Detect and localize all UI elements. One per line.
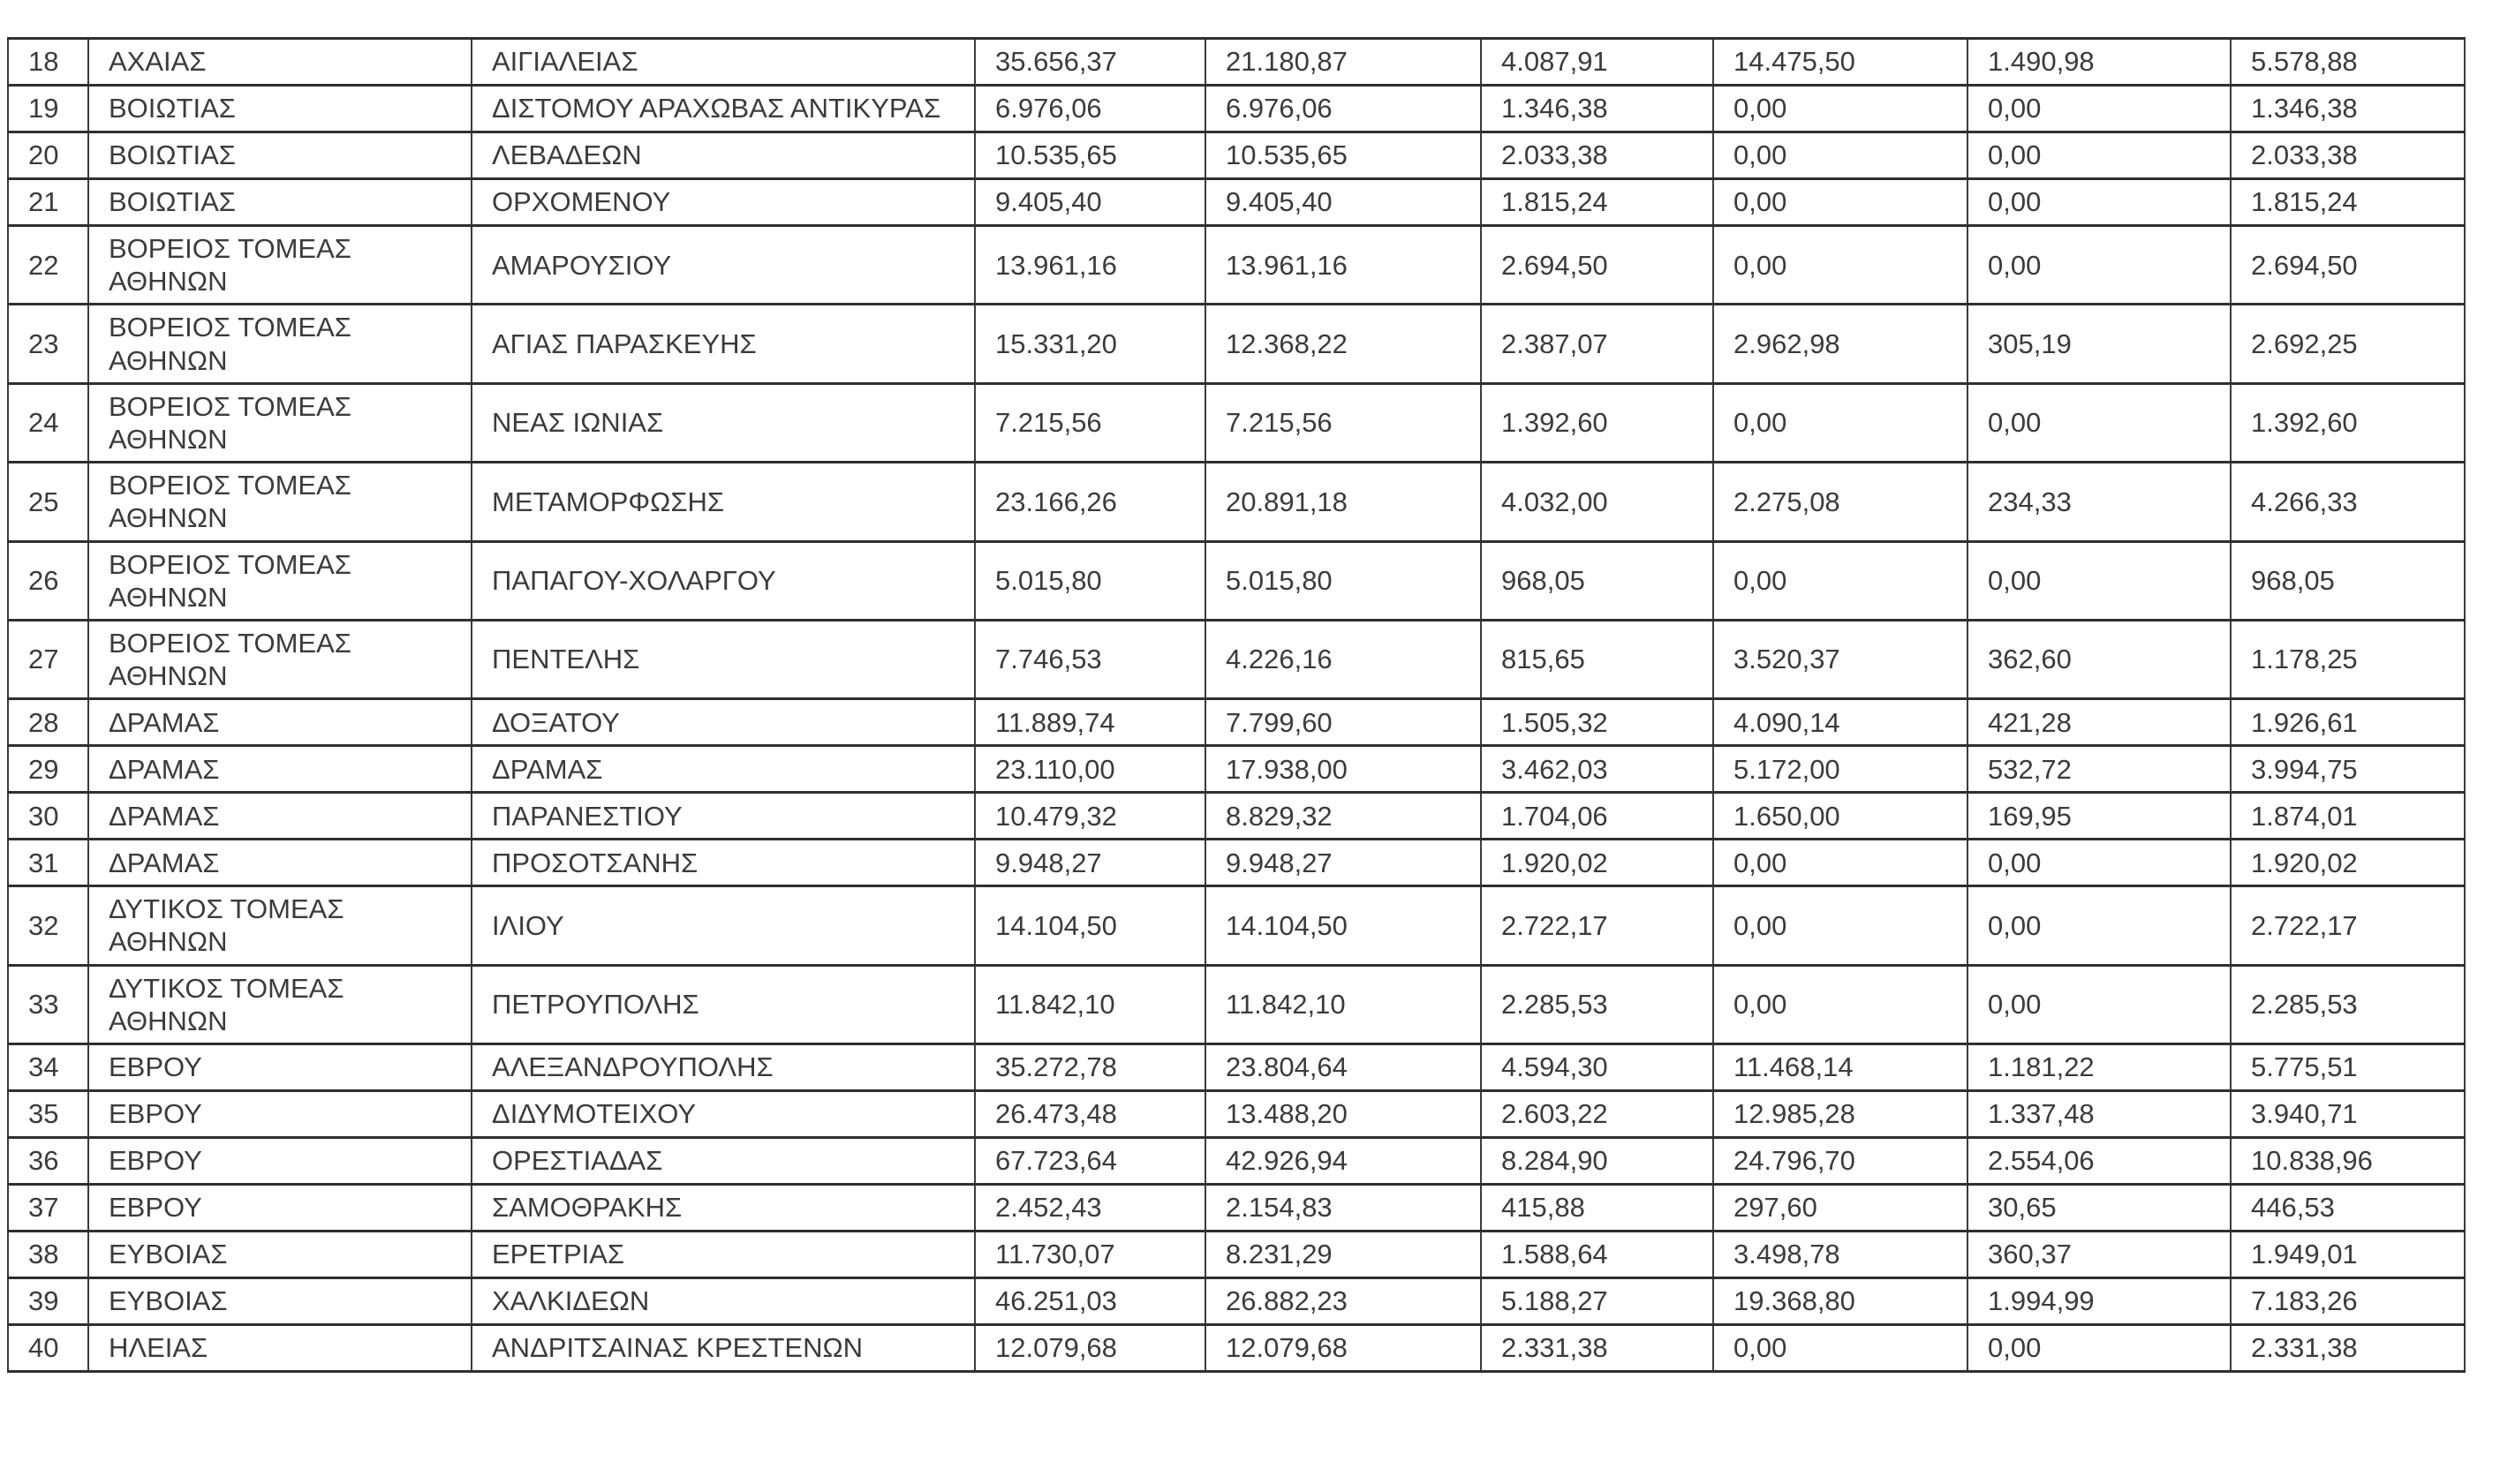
row-number-cell: 28 bbox=[8, 699, 88, 746]
amount-cell: 446,53 bbox=[2231, 1185, 2465, 1232]
amount-cell: 5.775,51 bbox=[2231, 1044, 2465, 1091]
amount-cell-highlighted: 17.938,00 bbox=[1205, 746, 1481, 793]
amount-cell-highlighted: 0,00 bbox=[1713, 965, 1967, 1043]
amount-cell: 2.331,38 bbox=[2231, 1325, 2465, 1372]
amount-cell-highlighted: 8.231,29 bbox=[1205, 1232, 1481, 1278]
amount-cell: 23.110,00 bbox=[975, 746, 1205, 793]
amount-cell: 0,00 bbox=[1967, 179, 2231, 226]
amount-cell-highlighted: 13.488,20 bbox=[1205, 1091, 1481, 1138]
amount-cell: 30,65 bbox=[1967, 1185, 2231, 1232]
amount-cell: 5.578,88 bbox=[2231, 39, 2465, 86]
table-row bbox=[8, 746, 2465, 793]
amount-cell: 0,00 bbox=[1967, 840, 2231, 886]
amount-cell: 1.926,61 bbox=[2231, 699, 2465, 746]
municipality-cell: ΔΡΑΜΑΣ bbox=[472, 746, 975, 793]
amount-cell: 7.215,56 bbox=[975, 383, 1205, 462]
amount-cell-highlighted: 0,00 bbox=[1713, 1325, 1967, 1372]
amount-cell: 11.842,10 bbox=[975, 965, 1205, 1043]
amount-cell-highlighted: 14.475,50 bbox=[1713, 39, 1967, 86]
table-row bbox=[8, 383, 2465, 462]
amount-cell: 0,00 bbox=[1967, 86, 2231, 132]
amount-cell-highlighted: 9.405,40 bbox=[1205, 179, 1481, 226]
amount-cell: 1.346,38 bbox=[1481, 86, 1713, 132]
amount-cell: 1.815,24 bbox=[1481, 179, 1713, 226]
amount-cell: 1.994,99 bbox=[1967, 1278, 2231, 1325]
regional-unit-cell: ΑΧΑΙΑΣ bbox=[88, 39, 472, 86]
amount-cell: 0,00 bbox=[1967, 886, 2231, 965]
amount-cell: 0,00 bbox=[1967, 132, 2231, 179]
amount-cell: 305,19 bbox=[1967, 305, 2231, 383]
amount-cell-highlighted: 9.948,27 bbox=[1205, 840, 1481, 886]
regional-unit-cell: ΒΟΡΕΙΟΣ ΤΟΜΕΑΣ ΑΘΗΝΩΝ bbox=[88, 463, 472, 541]
amount-cell: 1.949,01 bbox=[2231, 1232, 2465, 1278]
municipality-cell: ΔΙΔΥΜΟΤΕΙΧΟΥ bbox=[472, 1091, 975, 1138]
municipality-cell: ΙΛΙΟΥ bbox=[472, 886, 975, 965]
regional-unit-cell: ΔΡΑΜΑΣ bbox=[88, 840, 472, 886]
row-number-cell: 37 bbox=[8, 1185, 88, 1232]
municipality-cell: ΝΕΑΣ ΙΩΝΙΑΣ bbox=[472, 383, 975, 462]
amount-cell-highlighted: 10.535,65 bbox=[1205, 132, 1481, 179]
municipality-cell: ΛΕΒΑΔΕΩΝ bbox=[472, 132, 975, 179]
amount-cell: 15.331,20 bbox=[975, 305, 1205, 383]
amount-cell: 2.033,38 bbox=[2231, 132, 2465, 179]
row-number-cell: 27 bbox=[8, 620, 88, 698]
regional-unit-cell: ΕΒΡΟΥ bbox=[88, 1138, 472, 1185]
amount-cell: 7.183,26 bbox=[2231, 1278, 2465, 1325]
amount-cell: 421,28 bbox=[1967, 699, 2231, 746]
amount-cell: 1.505,32 bbox=[1481, 699, 1713, 746]
amount-cell-highlighted: 3.498,78 bbox=[1713, 1232, 1967, 1278]
amount-cell: 5.015,80 bbox=[975, 541, 1205, 620]
regional-unit-cell: ΒΟΡΕΙΟΣ ΤΟΜΕΑΣ ΑΘΗΝΩΝ bbox=[88, 620, 472, 698]
regional-unit-cell: ΔΡΑΜΑΣ bbox=[88, 746, 472, 793]
municipality-cell: ΟΡΧΟΜΕΝΟΥ bbox=[472, 179, 975, 226]
amount-cell: 968,05 bbox=[2231, 541, 2465, 620]
amount-cell-highlighted: 4.090,14 bbox=[1713, 699, 1967, 746]
amount-cell: 1.392,60 bbox=[1481, 383, 1713, 462]
amount-cell: 5.188,27 bbox=[1481, 1278, 1713, 1325]
municipality-cell: ΔΙΣΤΟΜΟΥ ΑΡΑΧΩΒΑΣ ΑΝΤΙΚΥΡΑΣ bbox=[472, 86, 975, 132]
table-row bbox=[8, 541, 2465, 620]
regional-unit-cell: ΒΟΙΩΤΙΑΣ bbox=[88, 132, 472, 179]
table-row bbox=[8, 1185, 2465, 1232]
amount-cell: 67.723,64 bbox=[975, 1138, 1205, 1185]
amount-cell: 2.554,06 bbox=[1967, 1138, 2231, 1185]
amount-cell: 2.694,50 bbox=[2231, 226, 2465, 305]
amount-cell: 415,88 bbox=[1481, 1185, 1713, 1232]
regional-unit-cell: ΔΥΤΙΚΟΣ ΤΟΜΕΑΣ ΑΘΗΝΩΝ bbox=[88, 886, 472, 965]
amount-cell: 1.490,98 bbox=[1967, 39, 2231, 86]
amount-cell: 35.272,78 bbox=[975, 1044, 1205, 1091]
amount-cell: 1.704,06 bbox=[1481, 793, 1713, 840]
table-row bbox=[8, 1138, 2465, 1185]
row-number-cell: 38 bbox=[8, 1232, 88, 1278]
amount-cell: 1.920,02 bbox=[1481, 840, 1713, 886]
amount-cell: 362,60 bbox=[1967, 620, 2231, 698]
amount-cell: 360,37 bbox=[1967, 1232, 2231, 1278]
amount-cell: 2.603,22 bbox=[1481, 1091, 1713, 1138]
amount-cell-highlighted: 23.804,64 bbox=[1205, 1044, 1481, 1091]
municipality-cell: ΕΡΕΤΡΙΑΣ bbox=[472, 1232, 975, 1278]
amount-cell: 1.588,64 bbox=[1481, 1232, 1713, 1278]
table-row bbox=[8, 179, 2465, 226]
amount-cell: 9.948,27 bbox=[975, 840, 1205, 886]
row-number-cell: 33 bbox=[8, 965, 88, 1043]
amount-cell: 2.033,38 bbox=[1481, 132, 1713, 179]
amount-cell: 1.874,01 bbox=[2231, 793, 2465, 840]
regional-unit-cell: ΕΒΡΟΥ bbox=[88, 1044, 472, 1091]
regional-unit-cell: ΕΥΒΟΙΑΣ bbox=[88, 1278, 472, 1325]
table-row bbox=[8, 965, 2465, 1043]
amount-cell: 3.462,03 bbox=[1481, 746, 1713, 793]
amount-cell: 2.722,17 bbox=[1481, 886, 1713, 965]
amount-cell-highlighted: 13.961,16 bbox=[1205, 226, 1481, 305]
table-row bbox=[8, 886, 2465, 965]
municipality-cell: ΑΓΙΑΣ ΠΑΡΑΣΚΕΥΗΣ bbox=[472, 305, 975, 383]
row-number-cell: 34 bbox=[8, 1044, 88, 1091]
amount-cell: 7.746,53 bbox=[975, 620, 1205, 698]
amount-cell-highlighted: 42.926,94 bbox=[1205, 1138, 1481, 1185]
amount-cell: 0,00 bbox=[1967, 965, 2231, 1043]
regional-unit-cell: ΒΟΡΕΙΟΣ ΤΟΜΕΑΣ ΑΘΗΝΩΝ bbox=[88, 226, 472, 305]
regional-unit-cell: ΒΟΡΕΙΟΣ ΤΟΜΕΑΣ ΑΘΗΝΩΝ bbox=[88, 383, 472, 462]
amount-cell: 10.479,32 bbox=[975, 793, 1205, 840]
row-number-cell: 31 bbox=[8, 840, 88, 886]
amount-cell-highlighted: 0,00 bbox=[1713, 541, 1967, 620]
amount-cell: 2.285,53 bbox=[1481, 965, 1713, 1043]
table-row bbox=[8, 1091, 2465, 1138]
amount-cell-highlighted: 1.650,00 bbox=[1713, 793, 1967, 840]
amount-cell-highlighted: 0,00 bbox=[1713, 840, 1967, 886]
amount-cell: 169,95 bbox=[1967, 793, 2231, 840]
amount-cell-highlighted: 12.368,22 bbox=[1205, 305, 1481, 383]
amount-cell: 0,00 bbox=[1967, 541, 2231, 620]
amount-cell-highlighted: 12.079,68 bbox=[1205, 1325, 1481, 1372]
municipality-cell: ΠΑΠΑΓΟΥ-ΧΟΛΑΡΓΟΥ bbox=[472, 541, 975, 620]
regional-unit-cell: ΒΟΡΕΙΟΣ ΤΟΜΕΑΣ ΑΘΗΝΩΝ bbox=[88, 305, 472, 383]
municipality-cell: ΠΕΤΡΟΥΠΟΛΗΣ bbox=[472, 965, 975, 1043]
amount-cell-highlighted: 12.985,28 bbox=[1713, 1091, 1967, 1138]
municipality-cell: ΑΛΕΞΑΝΔΡΟΥΠΟΛΗΣ bbox=[472, 1044, 975, 1091]
table-row bbox=[8, 132, 2465, 179]
amount-cell: 1.815,24 bbox=[2231, 179, 2465, 226]
amount-cell-highlighted: 0,00 bbox=[1713, 226, 1967, 305]
row-number-cell: 25 bbox=[8, 463, 88, 541]
municipality-cell: ΑΜΑΡΟΥΣΙΟΥ bbox=[472, 226, 975, 305]
row-number-cell: 22 bbox=[8, 226, 88, 305]
row-number-cell: 39 bbox=[8, 1278, 88, 1325]
municipality-cell: ΔΟΞΑΤΟΥ bbox=[472, 699, 975, 746]
amount-cell: 13.961,16 bbox=[975, 226, 1205, 305]
row-number-cell: 21 bbox=[8, 179, 88, 226]
amount-cell-highlighted: 14.104,50 bbox=[1205, 886, 1481, 965]
regional-unit-cell: ΔΥΤΙΚΟΣ ΤΟΜΕΑΣ ΑΘΗΝΩΝ bbox=[88, 965, 472, 1043]
municipality-cell: ΜΕΤΑΜΟΡΦΩΣΗΣ bbox=[472, 463, 975, 541]
amount-cell-highlighted: 26.882,23 bbox=[1205, 1278, 1481, 1325]
amount-cell: 2.722,17 bbox=[2231, 886, 2465, 965]
amount-cell: 14.104,50 bbox=[975, 886, 1205, 965]
table-row bbox=[8, 86, 2465, 132]
amount-cell: 11.730,07 bbox=[975, 1232, 1205, 1278]
regional-unit-cell: ΕΒΡΟΥ bbox=[88, 1091, 472, 1138]
amount-cell-highlighted: 8.829,32 bbox=[1205, 793, 1481, 840]
regional-unit-cell: ΔΡΑΜΑΣ bbox=[88, 793, 472, 840]
amount-cell: 2.285,53 bbox=[2231, 965, 2465, 1043]
table-row bbox=[8, 463, 2465, 541]
amount-cell-highlighted: 6.976,06 bbox=[1205, 86, 1481, 132]
amount-cell: 815,65 bbox=[1481, 620, 1713, 698]
regional-unit-cell: ΔΡΑΜΑΣ bbox=[88, 699, 472, 746]
amount-cell: 532,72 bbox=[1967, 746, 2231, 793]
amount-cell: 46.251,03 bbox=[975, 1278, 1205, 1325]
row-number-cell: 29 bbox=[8, 746, 88, 793]
amount-cell-highlighted: 0,00 bbox=[1713, 886, 1967, 965]
amount-cell: 35.656,37 bbox=[975, 39, 1205, 86]
amount-cell: 3.940,71 bbox=[2231, 1091, 2465, 1138]
amount-cell: 4.594,30 bbox=[1481, 1044, 1713, 1091]
amount-cell-highlighted: 297,60 bbox=[1713, 1185, 1967, 1232]
municipality-cell: ΑΙΓΙΑΛΕΙΑΣ bbox=[472, 39, 975, 86]
amount-cell: 1.392,60 bbox=[2231, 383, 2465, 462]
municipalities-financial-table bbox=[7, 37, 2466, 1373]
regional-unit-cell: ΗΛΕΙΑΣ bbox=[88, 1325, 472, 1372]
amount-cell-highlighted: 5.172,00 bbox=[1713, 746, 1967, 793]
row-number-cell: 40 bbox=[8, 1325, 88, 1372]
amount-cell-highlighted: 24.796,70 bbox=[1713, 1138, 1967, 1185]
amount-cell-highlighted: 4.226,16 bbox=[1205, 620, 1481, 698]
table-row bbox=[8, 1325, 2465, 1372]
amount-cell: 0,00 bbox=[1967, 1325, 2231, 1372]
amount-cell: 4.032,00 bbox=[1481, 463, 1713, 541]
row-number-cell: 19 bbox=[8, 86, 88, 132]
amount-cell: 26.473,48 bbox=[975, 1091, 1205, 1138]
table-row bbox=[8, 699, 2465, 746]
table-body bbox=[8, 39, 2465, 1372]
amount-cell: 10.838,96 bbox=[2231, 1138, 2465, 1185]
municipality-cell: ΑΝΔΡΙΤΣΑΙΝΑΣ ΚΡΕΣΤΕΝΩΝ bbox=[472, 1325, 975, 1372]
amount-cell-highlighted: 19.368,80 bbox=[1713, 1278, 1967, 1325]
amount-cell: 2.692,25 bbox=[2231, 305, 2465, 383]
amount-cell: 10.535,65 bbox=[975, 132, 1205, 179]
row-number-cell: 24 bbox=[8, 383, 88, 462]
amount-cell: 4.266,33 bbox=[2231, 463, 2465, 541]
regional-unit-cell: ΒΟΙΩΤΙΑΣ bbox=[88, 179, 472, 226]
row-number-cell: 23 bbox=[8, 305, 88, 383]
amount-cell: 12.079,68 bbox=[975, 1325, 1205, 1372]
amount-cell: 1.181,22 bbox=[1967, 1044, 2231, 1091]
amount-cell-highlighted: 20.891,18 bbox=[1205, 463, 1481, 541]
municipality-cell: ΠΑΡΑΝΕΣΤΙΟΥ bbox=[472, 793, 975, 840]
amount-cell: 2.694,50 bbox=[1481, 226, 1713, 305]
amount-cell: 9.405,40 bbox=[975, 179, 1205, 226]
amount-cell-highlighted: 7.799,60 bbox=[1205, 699, 1481, 746]
amount-cell: 11.889,74 bbox=[975, 699, 1205, 746]
amount-cell: 1.920,02 bbox=[2231, 840, 2465, 886]
amount-cell-highlighted: 2.962,98 bbox=[1713, 305, 1967, 383]
amount-cell: 2.387,07 bbox=[1481, 305, 1713, 383]
regional-unit-cell: ΒΟΙΩΤΙΑΣ bbox=[88, 86, 472, 132]
amount-cell: 2.452,43 bbox=[975, 1185, 1205, 1232]
amount-cell-highlighted: 3.520,37 bbox=[1713, 620, 1967, 698]
amount-cell: 234,33 bbox=[1967, 463, 2231, 541]
row-number-cell: 18 bbox=[8, 39, 88, 86]
amount-cell-highlighted: 0,00 bbox=[1713, 179, 1967, 226]
amount-cell-highlighted: 0,00 bbox=[1713, 383, 1967, 462]
table-row bbox=[8, 1278, 2465, 1325]
amount-cell-highlighted: 2.275,08 bbox=[1713, 463, 1967, 541]
table-row bbox=[8, 1044, 2465, 1091]
amount-cell-highlighted: 2.154,83 bbox=[1205, 1185, 1481, 1232]
row-number-cell: 32 bbox=[8, 886, 88, 965]
table-row bbox=[8, 793, 2465, 840]
amount-cell: 1.337,48 bbox=[1967, 1091, 2231, 1138]
regional-unit-cell: ΕΒΡΟΥ bbox=[88, 1185, 472, 1232]
amount-cell: 6.976,06 bbox=[975, 86, 1205, 132]
amount-cell: 0,00 bbox=[1967, 383, 2231, 462]
table-row bbox=[8, 39, 2465, 86]
amount-cell: 4.087,91 bbox=[1481, 39, 1713, 86]
regional-unit-cell: ΕΥΒΟΙΑΣ bbox=[88, 1232, 472, 1278]
municipality-cell: ΧΑΛΚΙΔΕΩΝ bbox=[472, 1278, 975, 1325]
amount-cell-highlighted: 5.015,80 bbox=[1205, 541, 1481, 620]
amount-cell-highlighted: 0,00 bbox=[1713, 86, 1967, 132]
amount-cell: 0,00 bbox=[1967, 226, 2231, 305]
table-row bbox=[8, 840, 2465, 886]
amount-cell: 1.178,25 bbox=[2231, 620, 2465, 698]
amount-cell: 968,05 bbox=[1481, 541, 1713, 620]
amount-cell: 8.284,90 bbox=[1481, 1138, 1713, 1185]
municipality-cell: ΠΕΝΤΕΛΗΣ bbox=[472, 620, 975, 698]
table-row bbox=[8, 305, 2465, 383]
amount-cell: 3.994,75 bbox=[2231, 746, 2465, 793]
row-number-cell: 20 bbox=[8, 132, 88, 179]
municipality-cell: ΣΑΜΟΘΡΑΚΗΣ bbox=[472, 1185, 975, 1232]
amount-cell-highlighted: 7.215,56 bbox=[1205, 383, 1481, 462]
amount-cell-highlighted: 11.468,14 bbox=[1713, 1044, 1967, 1091]
row-number-cell: 30 bbox=[8, 793, 88, 840]
amount-cell: 23.166,26 bbox=[975, 463, 1205, 541]
municipality-cell: ΟΡΕΣΤΙΑΔΑΣ bbox=[472, 1138, 975, 1185]
row-number-cell: 36 bbox=[8, 1138, 88, 1185]
amount-cell: 2.331,38 bbox=[1481, 1325, 1713, 1372]
row-number-cell: 26 bbox=[8, 541, 88, 620]
amount-cell-highlighted: 11.842,10 bbox=[1205, 965, 1481, 1043]
table-row bbox=[8, 620, 2465, 698]
amount-cell: 1.346,38 bbox=[2231, 86, 2465, 132]
amount-cell-highlighted: 0,00 bbox=[1713, 132, 1967, 179]
table-row bbox=[8, 226, 2465, 305]
municipality-cell: ΠΡΟΣΟΤΣΑΝΗΣ bbox=[472, 840, 975, 886]
amount-cell-highlighted: 21.180,87 bbox=[1205, 39, 1481, 86]
table-row bbox=[8, 1232, 2465, 1278]
regional-unit-cell: ΒΟΡΕΙΟΣ ΤΟΜΕΑΣ ΑΘΗΝΩΝ bbox=[88, 541, 472, 620]
row-number-cell: 35 bbox=[8, 1091, 88, 1138]
